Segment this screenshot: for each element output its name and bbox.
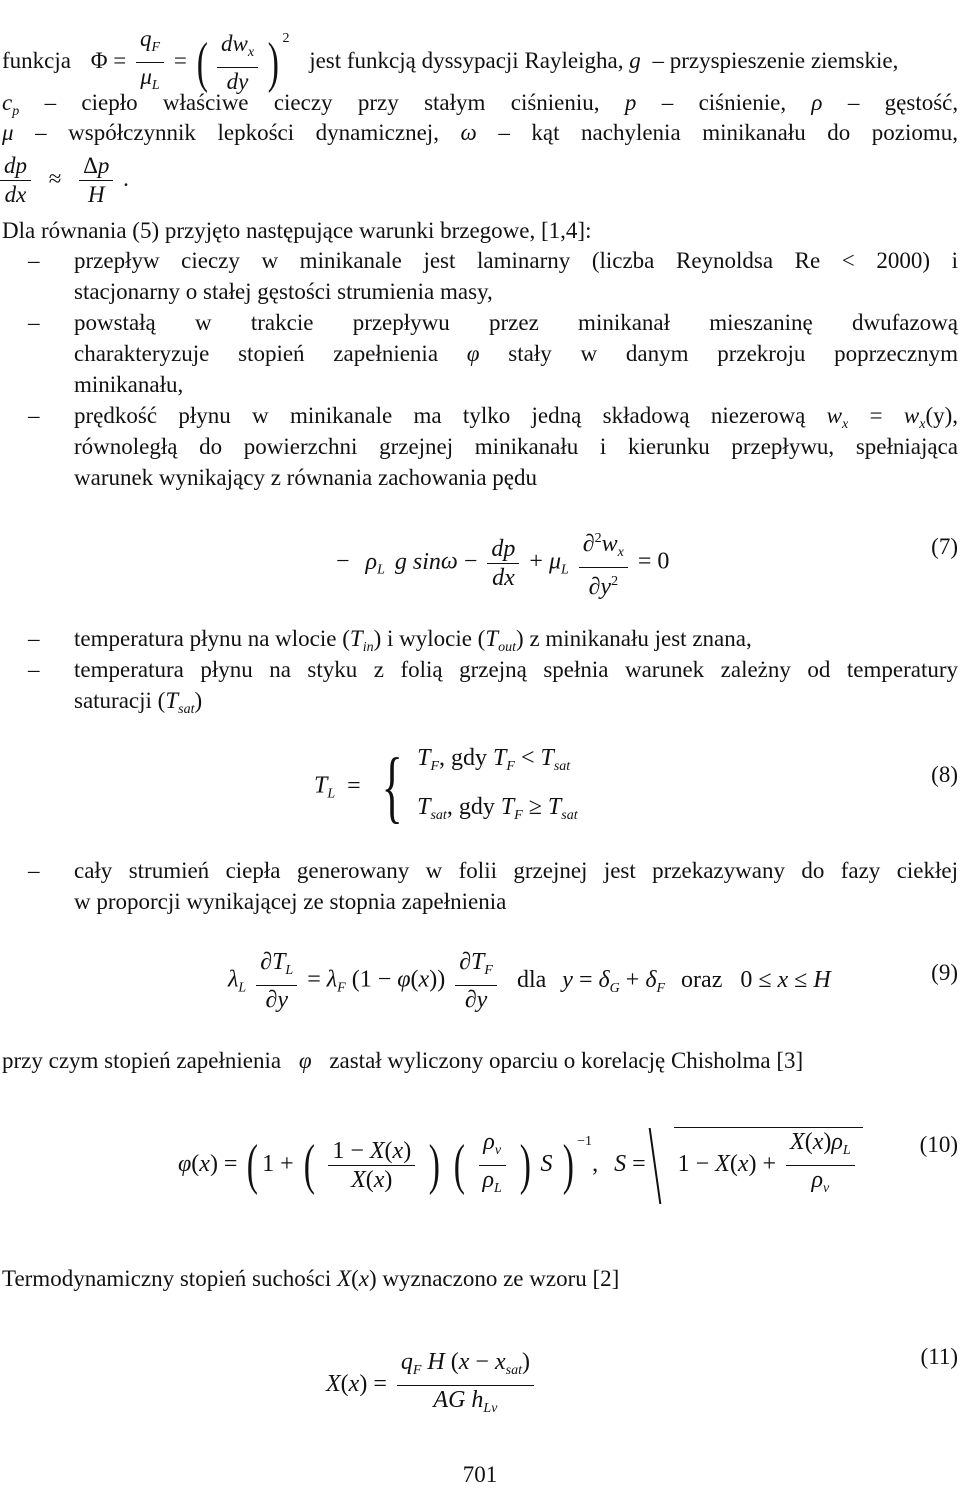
boundary-item-1-line-1: przepływ cieczy w minikanale jest laminarny (liczba Reynoldsa Re < 2000) i — [74, 248, 958, 273]
equation-11: X(x) = $\frac{q_F H (x - x_{sat})}{AG h_{Lv}}$ — [326, 1348, 538, 1423]
boundary-item-3-line-1: prędkość płynu w minikanale ma tylko jedną składową niezerową $w_x = w_x(y)$, — [74, 403, 959, 432]
equation-8-number: (8) — [931, 762, 958, 787]
boundary-item-6-line-2: w proporcji wynikającej ze stopnia zapełnienia — [74, 889, 507, 914]
definitions-line-2: μ – współczynnik lepkości dynamicznej, ω – kąt nachylenia minikanału do poziomu, — [2, 120, 959, 145]
intro-tail: jest funkcją dyssypacji Rayleigha, — [309, 48, 624, 73]
phi-fraction: $\frac{q_F}{\mu_L}$ — [136, 25, 164, 100]
equation-10-number: (10) — [919, 1132, 958, 1157]
boundary-item-4: temperatura płynu na wlocie $(T_{in})$ i wylocie $(T_{out})$ z minikanału jest znana, — [74, 626, 752, 655]
boundary-item-5-line-2: saturacji $(T_{sat})$ — [74, 688, 203, 717]
chisholm-line: przy czym stopień zapełnienia φ zastał wyliczony oparciu o korelację Chisholma [3] — [2, 1048, 804, 1073]
equation-9-number: (9) — [931, 960, 958, 985]
boundary-heading: Dla równania (5) przyjęto następujące warunki brzegowe, [1,4]: — [2, 218, 592, 243]
funkcja-word: funkcja — [2, 48, 71, 73]
equation-9: $\lambda_L$ $\frac{\partial T_L}{\partial y}$ = $\lambda_F$ (1 − φ(x)) $\frac{\partial T_F}{\partial y}$ dla $y = \delta_G + \delta_F$ oraz 0 ≤ x ≤ H — [228, 949, 831, 1013]
paper-page: funkcja Φ = $\frac{q_F}{\mu_L}$ = ( $\frac{dw_x}{dy}$ ) $^2$ jest funkcją dyssypacji Rayleigha, g – przyspieszenie ziemskie, $c_p$ – ciepło właściwe cieczy przy stałym ciśnieniu, p – ciśnienie, ρ – gęstość, μ – współczynnik lepkości dynamicznej, ω – kąt nachylenia minikanału do poziomu, $\frac{dp}{dx}$ ≈ $\frac{\Delta p}{H}$ . Dla równania (5) przyjęto następujące warunki brzegowe, [1,4]: – przepływ cieczy w minikanale jest laminarny (liczba Reynoldsa Re < 2000) i stacjonarny o stałej gęstości strumienia masy, – powstałą w trakcie przepływu przez minikanał mieszaninę dwufazową charakteryzuje stopień zapełnienia φ stały w danym przekroju poprzecznym minikanału, – prędkość płynu w minikanale ma tylko jedną składową niezerową $w_x = w_x(y)$, równoległą do powierzchni grzejnej minikanału i kierunku przepływu, spełniająca warunek wynikający z równania zachowania pędu − $\rho_L$ g sinω − $\frac{dp}{dx}$ + $\mu_L$ $\frac{\partial^2w_x}{\partial y^2}$ = 0 (7) – temperatura płynu na wlocie $(T_{in})$ i wylocie $(T_{out})$ z minikanału jest znana, – temperatura płynu na styku z folią grzejną spełnia warunek zależny od temperatury saturacji $(T_{sat})$ $T_L$ = { $T_F$, gdy $T_F < T_{sat}$ $T_{sat}$, gdy $T_F \ge T_{sat}$ (8) – cały strumień ciepła generowany w folii grzejnej jest przekazywany do fazy ciekłej w proporcji wynikającej ze stopnia zapełnienia $\lambda_L$ $\frac{\partial T_L}{\partial y}$ = $\lambda_F$ (1 − φ(x)) $\frac{\partial T_F}{\partial y}$ dla $y = \delta_G + \delta_F$ oraz 0 ≤ x ≤ H (9) przy czym stopień zapełnienia φ zastał wyliczony oparciu o korelację Chisholma [3] φ(x) = ( 1 + ( $\frac{1 - X(x)}{X(x)}$ ) ( $\frac{\rho_v}{\rho_L}$ ) S ) $^{-1}$, S = 1 − X(x) + $\frac{X(x)\rho_L}{\rho_v}$ (10) Termodynamiczny stopień suchości X(x) wyznaczono ze wzoru [2] X(x) = $\frac{q_F H (x - x_{sat})}{AG h_{Lv}}$ (11) 701 — [0, 0, 960, 1500]
pressure-gradient: $\frac{dp}{dx}$ ≈ $\frac{\Delta p}{H}$ . — [0, 152, 129, 209]
equation-8: $T_L$ = { $T_F$, gdy $T_F < T_{sat}$ $T_{sat}$, gdy $T_F \ge T_{sat}$ — [314, 743, 578, 831]
boundary-item-1-line-2: stacjonarny o stałej gęstości strumienia masy, — [74, 279, 493, 304]
boundary-item-3-line-2: równoległą do powierzchni grzejnej minikanału i kierunku przepływu, spełniająca — [74, 434, 958, 459]
equation-7: − $\rho_L$ g sinω − $\frac{dp}{dx}$ + $\mu_L$ $\frac{\partial^2w_x}{\partial y^2}$ = 0 — [336, 531, 670, 600]
boundary-item-3-line-3: warunek wynikający z równania zachowania pędu — [74, 465, 537, 490]
page-number: 701 — [462, 1462, 498, 1487]
dryness-line: Termodynamiczny stopień suchości X(x) wyznaczono ze wzoru [2] — [2, 1266, 620, 1291]
boundary-item-2-line-3: minikanału, — [74, 372, 184, 397]
intro-line: funkcja Φ = $\frac{q_F}{\mu_L}$ = ( $\frac{dw_x}{dy}$ ) $^2$ jest funkcją dyssypacji Rayleigha, g – przyspieszenie ziemskie, — [2, 24, 898, 100]
definitions-line-1: $c_p$ – ciepło właściwe cieczy przy stałym ciśnieniu, p – ciśnienie, ρ – gęstość, — [2, 90, 959, 119]
dwdy-fraction: $\frac{dw_x}{dy}$ — [217, 30, 258, 96]
boundary-item-2-line-1: powstałą w trakcie przepływu przez minikanał mieszaninę dwufazową — [74, 310, 958, 335]
boundary-item-2-line-2: charakteryzuje stopień zapełnienia φ stały w danym przekroju poprzecznym — [74, 341, 958, 366]
boundary-item-5-line-1: temperatura płynu na styku z folią grzejną spełnia warunek zależny od temperatury — [74, 657, 958, 682]
equation-7-number: (7) — [931, 534, 958, 559]
equation-11-number: (11) — [920, 1344, 958, 1369]
boundary-item-6-line-1: cały strumień ciepła generowany w folii grzejnej jest przekazywany do fazy ciekłej — [74, 858, 958, 883]
equation-10: φ(x) = ( 1 + ( $\frac{1 - X(x)}{X(x)}$ ) ( $\frac{\rho_v}{\rho_L}$ ) S ) $^{-1}$, S = 1 − X(x) + $\frac{X(x)\rho_L}{\rho_v}$ — [178, 1125, 863, 1203]
